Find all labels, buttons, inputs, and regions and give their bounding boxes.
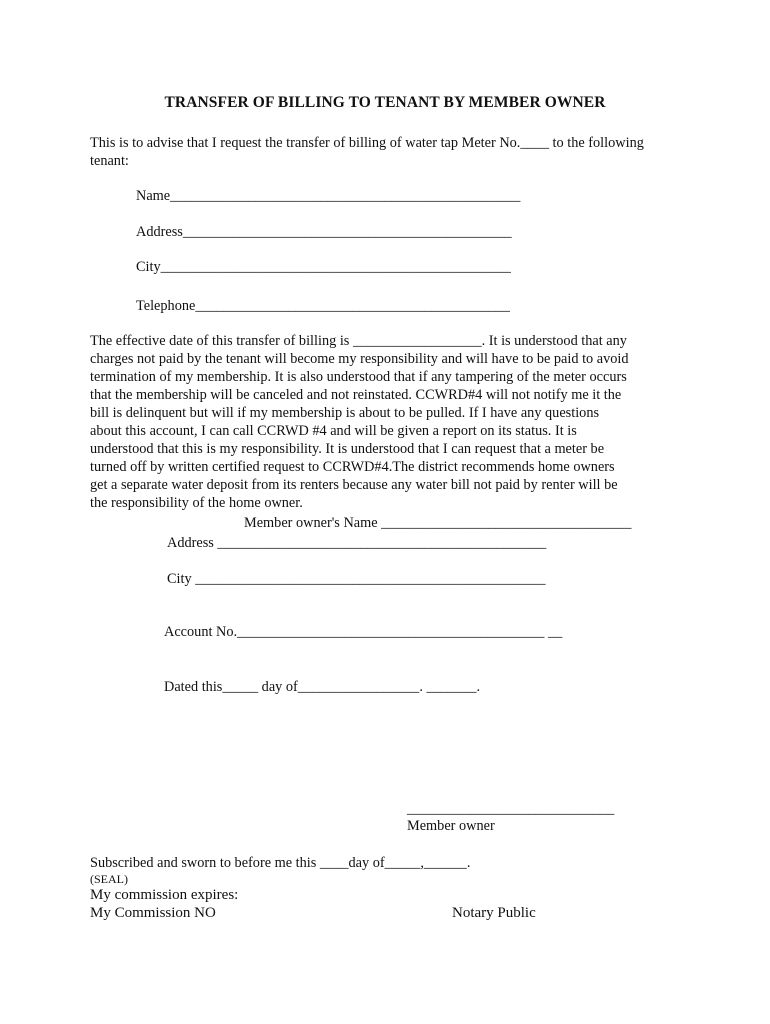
body-line: bill is delinquent but will if my membership is about to be pulled. If I have any questions (90, 405, 600, 421)
intro-line-2: tenant: (90, 153, 129, 169)
intro-line-1: This is to advise that I request the transfer of billing of water tap Meter No.____ to the following (90, 135, 644, 151)
signature-line: _____________________________ (407, 801, 615, 817)
commission-no-label: My Commission NO (90, 905, 216, 921)
owner-city-field: City _________________________________________________ (167, 571, 546, 587)
tenant-city-field: City_________________________________________________ (136, 259, 511, 275)
body-line: understood that this is my responsibility. It is understood that I can request that a meter be (90, 441, 605, 457)
tenant-name-field: Name_________________________________________________ (136, 188, 521, 204)
body-line: about this account, I can call CCRWD #4 and will be given a report on its status. It is (90, 423, 577, 439)
body-line: turned off by written certified request to CCRWD#4.The district recommends home owners (90, 459, 615, 475)
member-owner-label: Member owner (407, 818, 495, 834)
document-title: TRANSFER OF BILLING TO TENANT BY MEMBER OWNER (164, 94, 606, 111)
notary-public-label: Notary Public (452, 905, 536, 921)
owner-address-field: Address ______________________________________________ (167, 535, 547, 551)
body-line: that the membership will be canceled and not reinstated. CCWRD#4 will not notify me it the (90, 387, 622, 403)
body-line: the responsibility of the home owner. (90, 495, 303, 511)
member-owner-name-field: Member owner's Name ___________________________________ (244, 515, 632, 531)
account-no-field: Account No.___________________________________________ __ (164, 624, 563, 640)
body-line: The effective date of this transfer of billing is __________________. It is understood that any (90, 333, 627, 349)
dated-field: Dated this_____ day of_________________. _______. (164, 679, 481, 695)
commission-expires-label: My commission expires: (90, 887, 239, 903)
tenant-address-field: Address______________________________________________ (136, 224, 512, 240)
body-line: get a separate water deposit from its renters because any water bill not paid by renter will be (90, 477, 618, 493)
body-line: termination of my membership. It is also understood that if any tampering of the meter occurs (90, 369, 627, 385)
subscribed-sworn-line: Subscribed and sworn to before me this ____day of_____,______. (90, 855, 471, 871)
body-line: charges not paid by the tenant will become my responsibility and will have to be paid to avoid (90, 351, 629, 367)
seal-label: (SEAL) (90, 872, 128, 886)
tenant-telephone-field: Telephone____________________________________________ (136, 298, 510, 314)
